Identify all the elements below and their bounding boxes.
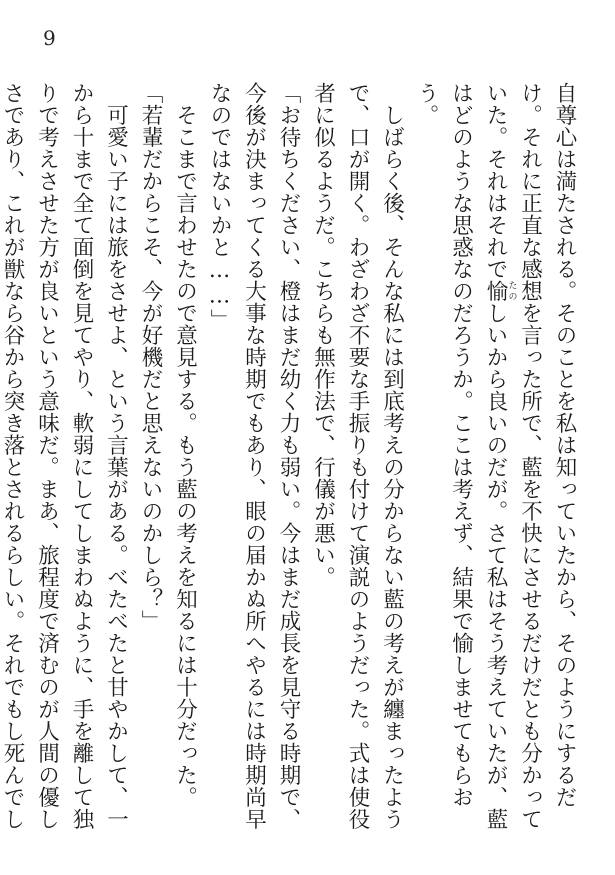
page-number: 9 xyxy=(43,26,56,50)
dialogue-paragraph-3: 「お待ちください、橙はまだ幼く力も弱い。今はまだ成長を見守る時期で、今後が決まってくる大事な時期でもあり、眼の届かぬ所へやるには時期尚早なのではないかと……」 xyxy=(207,82,301,830)
vertical-body-text xyxy=(0,82,581,842)
dialogue-paragraph-5: 「若輩だからこそ、今が好機だと思えないのかしら？」 xyxy=(138,82,163,632)
paragraph-1: 自尊心は満たされる。そのことを私は知っていたから、そのようにするだけ。それに正直な感想を言った所で、藍を不快にさせるだけだとも分かっていた。それはそれで愉たのしいから良いのだが。さて私はそう考えていたが、藍はどのような思惑なのだろうか。ここは考えず、結果で愉しませてもらおう。 xyxy=(414,82,577,830)
ruby-reading: たの xyxy=(506,280,517,302)
ruby-annotation: 愉たの xyxy=(483,280,517,302)
paragraph-6: 可愛い子には旅をさせよ、という言葉がある。べたべたと甘やかして、一から十まで全て面倒を見てやり、軟弱にしてしまわぬように、手を離して独りで考えさせた方が良いという意味だ。まあ、旅程度で済むのが人間の優しさであり、これが獣なら谷から突き落とされるらしい。それでもし死んでし xyxy=(0,82,129,830)
paragraph-4: そこまで言わせたので意見する。もう藍の考えを知るには十分だった。 xyxy=(172,82,198,808)
paragraph-2: しばらく後、そんな私には到底考えの分からない藍の考えが纏まったようで、口が開く。わざわざ不要な手振りも付けて演説のようだった。式は使役者に似るようだ。こちらも無作法で、行儀が悪い。 xyxy=(310,82,405,830)
